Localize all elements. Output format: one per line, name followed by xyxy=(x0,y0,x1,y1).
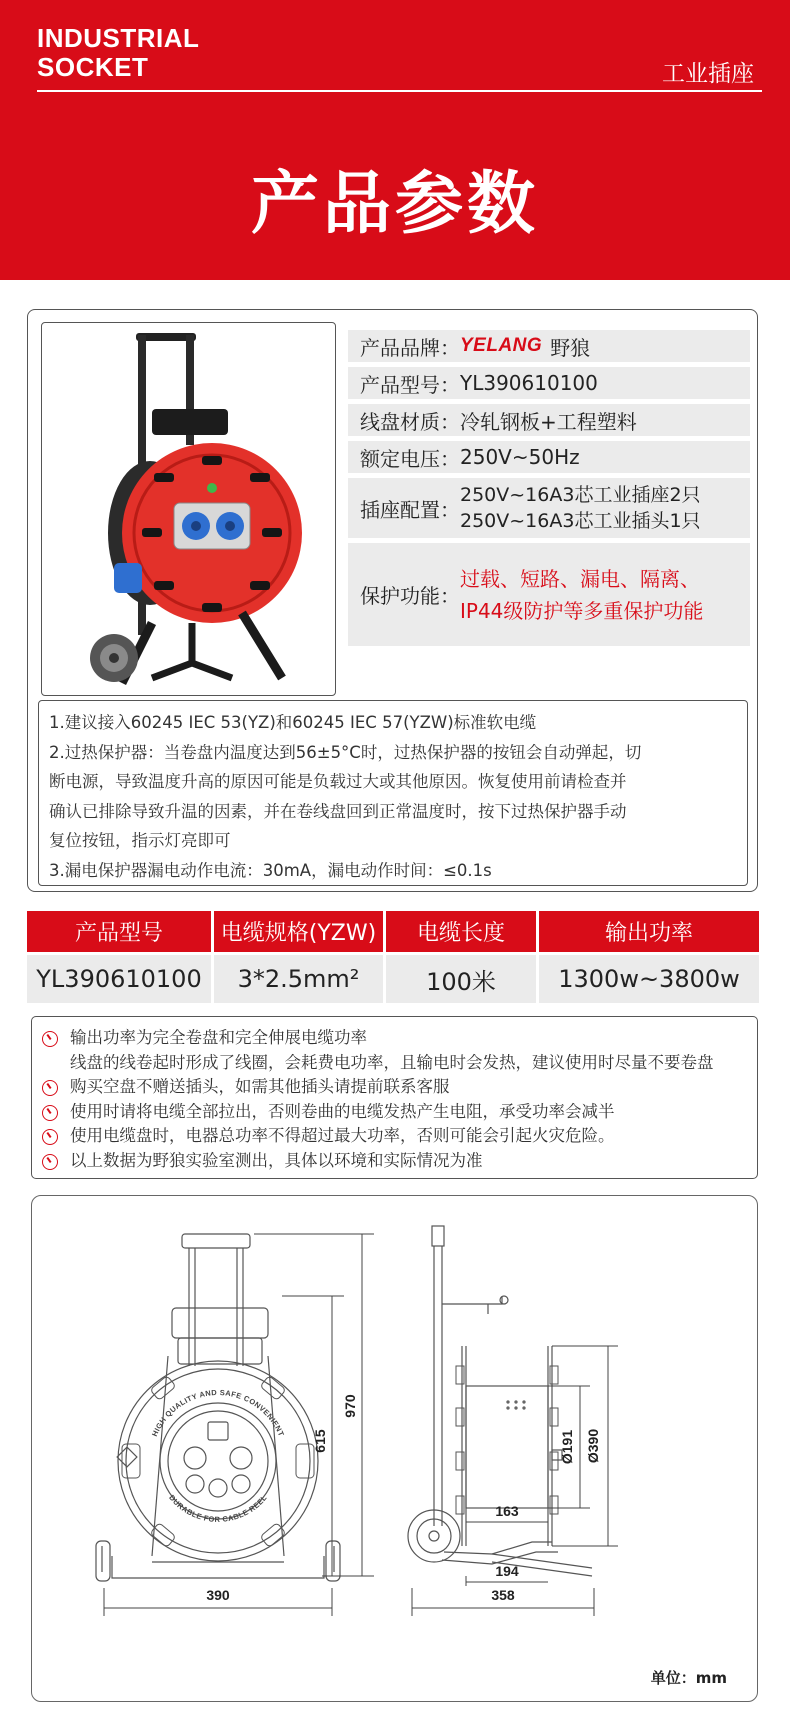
brand-english-line2: SOCKET xyxy=(37,52,149,82)
spec-value-line: 250V~16A3芯工业插座2只 xyxy=(460,484,701,506)
spec-label: 额定电压： xyxy=(360,446,460,471)
brand-english xyxy=(37,24,199,82)
spec-value: 野狼 xyxy=(550,335,591,360)
table-cell: 3*2.5mm² xyxy=(214,955,383,1003)
spec-label: 线盘材质： xyxy=(360,409,460,434)
dim-drum-diameter: Ø191 xyxy=(559,1429,575,1465)
note-line: 2.过热保护器：当卷盘内温度达到56±5°C时，过热保护器的按钮会自动弹起，切 xyxy=(49,742,642,762)
table-cell: 100米 xyxy=(386,955,536,1003)
spec-row-model xyxy=(348,367,750,399)
unit-label: 单位：mm xyxy=(650,1669,727,1687)
table-row xyxy=(27,955,759,1003)
spec-card xyxy=(27,309,758,892)
spec-value: 冷轧钢板+工程塑料 xyxy=(460,409,637,434)
product-photo xyxy=(41,322,336,696)
spec-row-material xyxy=(348,404,750,436)
brand-chinese: 工业插座 xyxy=(662,61,754,87)
spec-value-line: 250V~16A3芯工业插头1只 xyxy=(460,510,701,532)
column-header: 产品型号 xyxy=(27,911,211,952)
column-header: 电缆规格(YZW) xyxy=(214,911,383,952)
warning-icon xyxy=(42,1031,58,1047)
spec-label: 产品型号： xyxy=(360,372,460,397)
dim-width-390: 390 xyxy=(206,1587,230,1603)
note-line: 断电源，导致温度升高的原因可能是负载过大或其他原因。恢复使用前请检查并 xyxy=(49,772,627,791)
tip-text: 使用时请将电缆全部拉出，否则卷曲的电缆发热产生电阻，承受功率会减半 xyxy=(70,1101,615,1121)
technical-drawing xyxy=(32,1196,759,1703)
spec-label: 保护功能： xyxy=(360,584,460,608)
tip-item xyxy=(42,1026,747,1051)
tip-item xyxy=(42,1100,747,1125)
tip-item xyxy=(42,1124,747,1149)
spec-value-line: 过载、短路、漏电、隔离、 xyxy=(460,566,700,591)
tip-text: 线盘的线卷起时形成了线圈，会耗费电功率，且输电时会发热，建议使用时尽量不要卷盘 xyxy=(70,1052,714,1072)
spec-label: 产品品牌： xyxy=(360,335,460,360)
tip-item xyxy=(42,1149,747,1174)
column-header: 输出功率 xyxy=(539,911,759,952)
dim-194: 194 xyxy=(495,1563,519,1579)
tip-text: 购买空盘不赠送插头，如需其他插头请提前联系客服 xyxy=(70,1077,450,1096)
dim-358: 358 xyxy=(491,1587,515,1603)
spec-value xyxy=(460,482,701,534)
warning-icon xyxy=(42,1080,58,1096)
warning-icon xyxy=(42,1129,58,1145)
reel-text-top: HIGH QUALITY AND SAFE CONVENIENT xyxy=(150,1387,286,1438)
warning-icon xyxy=(42,1105,58,1121)
tip-item xyxy=(42,1075,747,1100)
dim-163: 163 xyxy=(495,1503,519,1519)
model-table xyxy=(27,911,759,1003)
notes-box xyxy=(38,700,748,886)
dimension-drawing xyxy=(31,1195,758,1702)
spec-label: 插座配置： xyxy=(360,497,460,522)
warning-icon xyxy=(42,1154,58,1170)
svg-text:HIGH QUALITY AND SAFE CONVENIE xyxy=(150,1388,286,1438)
spec-row-protection xyxy=(348,543,750,646)
table-cell: 1300w~3800w xyxy=(539,955,759,1003)
note-line: 复位按钮，指示灯亮即可 xyxy=(49,831,231,850)
note-line: 确认已排除导致升温的因素，并在卷线盘回到正常温度时，按下过热保护器手动 xyxy=(49,801,627,821)
brand-logo: YELANG xyxy=(460,335,543,356)
reel-text-bottom: DURABLE FOR CABLE REEL xyxy=(167,1493,269,1524)
side-view xyxy=(408,1226,618,1616)
dim-height-970: 970 xyxy=(342,1394,358,1418)
dim-height-615: 615 xyxy=(312,1429,328,1453)
table-header xyxy=(27,911,759,952)
spec-row-socket-config xyxy=(348,478,750,538)
spec-value: 250V~50Hz xyxy=(460,445,580,469)
header-divider xyxy=(37,90,762,92)
spec-value: YL390610100 xyxy=(460,371,598,395)
spec-row-voltage xyxy=(348,441,750,473)
spec-value-line: IP44级防护等多重保护功能 xyxy=(460,598,704,623)
front-view xyxy=(96,1234,374,1616)
svg-text:DURABLE FOR CABLE REEL xyxy=(167,1493,269,1524)
header-banner xyxy=(0,0,790,280)
table-cell: YL390610100 xyxy=(27,955,211,1003)
note-line: 1.建议接入60245 IEC 53(YZ)和60245 IEC 57(YZW)标准软电缆 xyxy=(49,713,537,732)
column-header: 电缆长度 xyxy=(386,911,536,952)
spec-list xyxy=(348,330,750,651)
tip-text: 输出功率为完全卷盘和完全伸展电缆功率 xyxy=(70,1028,367,1047)
page-title: 产品参数 xyxy=(250,165,539,244)
note-line: 3.漏电保护器漏电动作电流：30mA，漏电动作时间：≤0.1s xyxy=(49,860,492,880)
spec-row-brand xyxy=(348,330,750,362)
tip-text: 使用电缆盘时，电器总功率不得超过最大功率，否则可能会引起火灾危险。 xyxy=(70,1126,615,1145)
tip-text: 以上数据为野狼实验室测出，具体以环境和实际情况为准 xyxy=(70,1150,483,1170)
spec-value xyxy=(460,563,703,627)
dim-reel-diameter: Ø390 xyxy=(585,1428,601,1464)
cable-reel-illustration xyxy=(42,323,336,696)
usage-tips xyxy=(31,1016,758,1179)
brand-english-line1: INDUSTRIAL xyxy=(37,23,200,53)
